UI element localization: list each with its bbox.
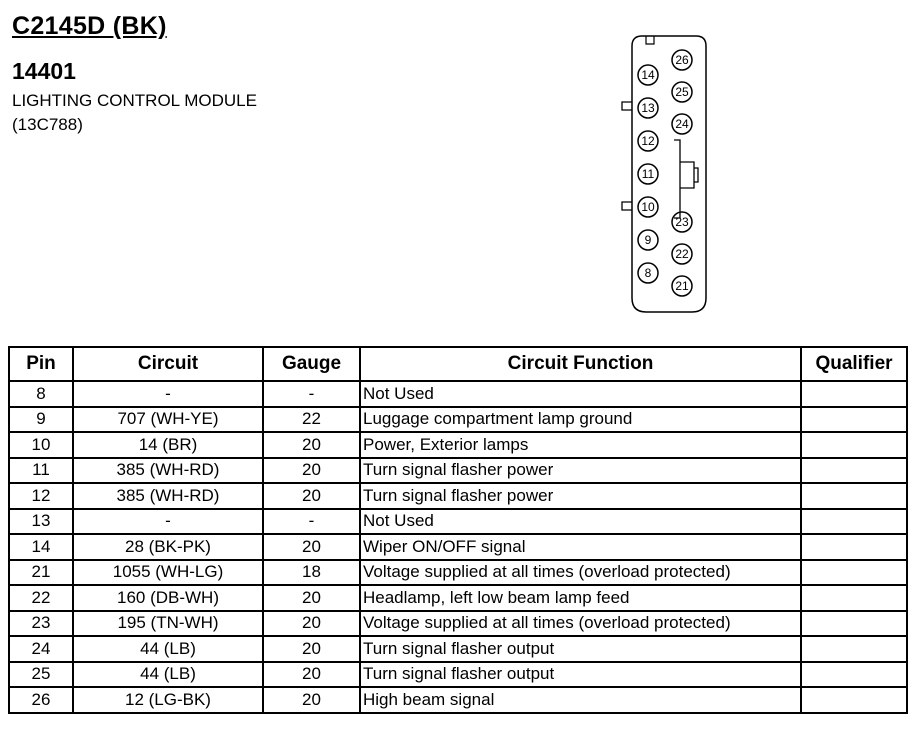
- pin-label: 23: [675, 215, 689, 229]
- cell-gauge: 22: [263, 407, 360, 433]
- cell-pin: 13: [9, 509, 73, 535]
- pin-label: 13: [641, 101, 655, 115]
- table-row: [9, 662, 907, 688]
- cell-function: Turn signal flasher power: [360, 483, 801, 509]
- cell-pin: 24: [9, 636, 73, 662]
- table-row: [9, 636, 907, 662]
- cell-qualifier: [801, 407, 907, 433]
- pinout-table: [8, 346, 908, 714]
- table-row: [9, 509, 907, 535]
- cell-pin: 22: [9, 585, 73, 611]
- connector-face-diagram: [612, 30, 722, 320]
- right-pin-column: [672, 50, 692, 296]
- cell-circuit: 707 (WH-YE): [73, 407, 263, 433]
- cell-gauge: 20: [263, 458, 360, 484]
- cell-qualifier: [801, 687, 907, 713]
- pin-label: 8: [644, 266, 652, 280]
- col-header-gauge: Gauge: [263, 347, 360, 381]
- pin-label: 24: [675, 117, 689, 131]
- cell-gauge: 20: [263, 611, 360, 637]
- cell-circuit: 385 (WH-RD): [73, 458, 263, 484]
- pin-label: 25: [675, 85, 689, 99]
- cell-circuit: -: [73, 381, 263, 407]
- pin-label: 21: [675, 279, 689, 293]
- cell-qualifier: [801, 636, 907, 662]
- col-header-circuit: Circuit: [73, 347, 263, 381]
- cell-qualifier: [801, 611, 907, 637]
- locking-clip: [674, 140, 698, 218]
- cell-gauge: -: [263, 381, 360, 407]
- cell-function: Power, Exterior lamps: [360, 432, 801, 458]
- cell-qualifier: [801, 381, 907, 407]
- cell-gauge: 20: [263, 662, 360, 688]
- cell-circuit: 195 (TN-WH): [73, 611, 263, 637]
- cell-gauge: -: [263, 509, 360, 535]
- cell-pin: 8: [9, 381, 73, 407]
- cell-gauge: 20: [263, 636, 360, 662]
- pin-label: 26: [675, 53, 689, 67]
- cell-pin: 9: [9, 407, 73, 433]
- cell-pin: 14: [9, 534, 73, 560]
- cell-pin: 11: [9, 458, 73, 484]
- cell-function: Turn signal flasher power: [360, 458, 801, 484]
- col-header-function: Circuit Function: [360, 347, 801, 381]
- table-body: [9, 381, 907, 713]
- cell-function: High beam signal: [360, 687, 801, 713]
- cell-qualifier: [801, 458, 907, 484]
- table-row: [9, 585, 907, 611]
- pin-label: 9: [644, 233, 652, 247]
- cell-circuit: 44 (LB): [73, 636, 263, 662]
- cell-function: Turn signal flasher output: [360, 636, 801, 662]
- cell-function: Not Used: [360, 381, 801, 407]
- cell-gauge: 18: [263, 560, 360, 586]
- table-row: [9, 458, 907, 484]
- cell-qualifier: [801, 662, 907, 688]
- cell-function: Not Used: [360, 509, 801, 535]
- left-pin-column: [638, 65, 658, 283]
- cell-gauge: 20: [263, 432, 360, 458]
- latch-tab-upper: [622, 102, 632, 110]
- pin-label: 14: [641, 68, 655, 82]
- cell-function: Voltage supplied at all times (overload protected): [360, 560, 801, 586]
- module-name: LIGHTING CONTROL MODULE: [12, 91, 257, 110]
- cell-pin: 25: [9, 662, 73, 688]
- cell-function: Luggage compartment lamp ground: [360, 407, 801, 433]
- cell-gauge: 20: [263, 534, 360, 560]
- cell-function: Wiper ON/OFF signal: [360, 534, 801, 560]
- connector-title: C2145D (BK): [12, 12, 167, 40]
- housing-inner-notch: [646, 36, 654, 44]
- pin-label: 22: [675, 247, 689, 261]
- cell-pin: 12: [9, 483, 73, 509]
- cell-function: Headlamp, left low beam lamp feed: [360, 585, 801, 611]
- cell-pin: 26: [9, 687, 73, 713]
- table-row: [9, 534, 907, 560]
- cell-pin: 23: [9, 611, 73, 637]
- cell-qualifier: [801, 534, 907, 560]
- table-row: [9, 432, 907, 458]
- cell-qualifier: [801, 560, 907, 586]
- table-row: [9, 381, 907, 407]
- cell-circuit: 14 (BR): [73, 432, 263, 458]
- table-row: [9, 560, 907, 586]
- table-row: [9, 611, 907, 637]
- cell-circuit: 28 (BK-PK): [73, 534, 263, 560]
- cell-qualifier: [801, 432, 907, 458]
- cell-qualifier: [801, 585, 907, 611]
- cell-circuit: 160 (DB-WH): [73, 585, 263, 611]
- cell-gauge: 20: [263, 687, 360, 713]
- module-code: (13C788): [12, 115, 83, 134]
- table-header-row: [9, 347, 907, 381]
- cell-gauge: 20: [263, 585, 360, 611]
- pin-label: 11: [641, 167, 655, 181]
- part-number: 14401: [12, 58, 76, 84]
- cell-function: Turn signal flasher output: [360, 662, 801, 688]
- col-header-pin: Pin: [9, 347, 73, 381]
- latch-tab-lower: [622, 202, 632, 210]
- cell-pin: 10: [9, 432, 73, 458]
- cell-gauge: 20: [263, 483, 360, 509]
- table-row: [9, 483, 907, 509]
- table-row: [9, 407, 907, 433]
- cell-pin: 21: [9, 560, 73, 586]
- cell-qualifier: [801, 509, 907, 535]
- cell-circuit: -: [73, 509, 263, 535]
- cell-circuit: 12 (LG-BK): [73, 687, 263, 713]
- pin-label: 12: [641, 134, 655, 148]
- cell-function: Voltage supplied at all times (overload protected): [360, 611, 801, 637]
- col-header-qualifier: Qualifier: [801, 347, 907, 381]
- cell-qualifier: [801, 483, 907, 509]
- pin-label: 10: [641, 200, 655, 214]
- cell-circuit: 385 (WH-RD): [73, 483, 263, 509]
- table-row: [9, 687, 907, 713]
- cell-circuit: 44 (LB): [73, 662, 263, 688]
- cell-circuit: 1055 (WH-LG): [73, 560, 263, 586]
